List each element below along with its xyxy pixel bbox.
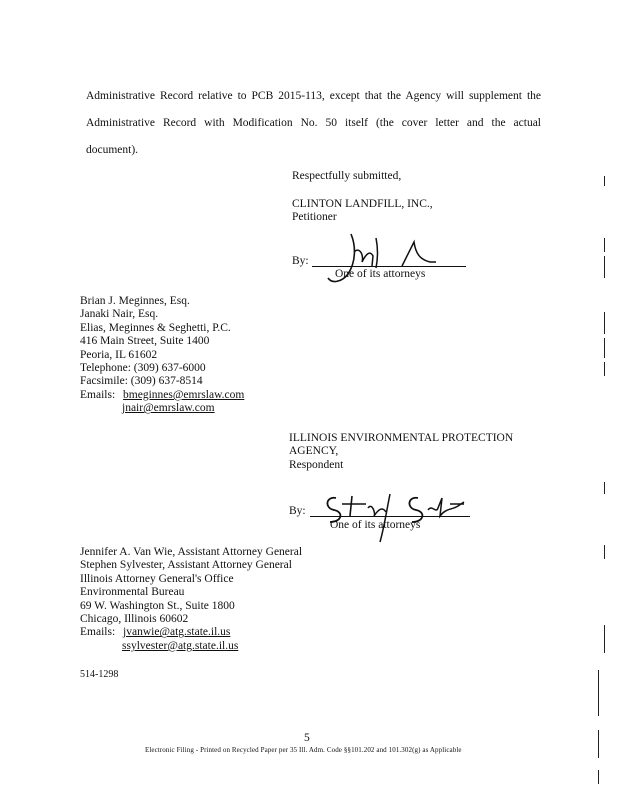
counsel-line: Elias, Meginnes & Seghetti, P.C.	[80, 321, 231, 334]
petitioner-counsel-block	[80, 295, 244, 416]
footer-text: Electronic Filing - Printed on Recycled Paper per 35 Ill. Adm. Code §§101.202 and 101.302(g) as Applicable	[145, 746, 462, 754]
scan-margin-mark	[604, 238, 605, 252]
scan-margin-mark	[604, 312, 605, 334]
emails-label: Emails:	[80, 626, 116, 639]
scan-margin-mark	[598, 730, 599, 758]
respondent-name-line-2: AGENCY,	[289, 445, 339, 458]
email-link[interactable]: jvanwie@atg.state.il.us	[123, 626, 231, 639]
counsel-line: Environmental Bureau	[80, 586, 185, 599]
scan-margin-mark	[604, 362, 605, 376]
email-link[interactable]: bmeginnes@emrslaw.com	[123, 388, 245, 401]
scan-margin-mark	[604, 545, 605, 559]
counsel-line: Illinois Attorney General's Office	[80, 572, 234, 585]
body-line-1: Administrative Record relative to PCB 2015-113, except that the Agency will supplement the	[86, 90, 541, 102]
respondent-signature	[314, 484, 484, 546]
petitioner-by-label: By:	[292, 255, 309, 267]
body-line-3: document).	[86, 144, 139, 156]
respondent-signer-title: One of its attorneys	[330, 519, 421, 531]
counsel-line: Telephone: (309) 637-6000	[80, 362, 206, 375]
email-link[interactable]: ssylvester@atg.state.il.us	[122, 639, 239, 652]
counsel-line: Peoria, IL 61602	[80, 348, 158, 361]
body-line-2: Administrative Record with Modification No. 50 itself (the cover letter and the actual	[86, 117, 541, 129]
scan-margin-mark	[604, 625, 605, 653]
counsel-line: 69 W. Washington St., Suite 1800	[80, 599, 235, 612]
scan-margin-mark	[604, 256, 605, 278]
counsel-line: Jennifer A. Van Wie, Assistant Attorney General	[80, 546, 303, 558]
counsel-line: Brian J. Meginnes, Esq.	[80, 295, 190, 307]
respondent-role: Respondent	[289, 458, 344, 471]
page-number: 5	[304, 732, 310, 744]
petitioner-name: CLINTON LANDFILL, INC.,	[292, 198, 433, 210]
petitioner-block	[292, 198, 433, 225]
scan-margin-mark	[598, 770, 599, 784]
file-number: 514-1298	[80, 669, 119, 680]
petitioner-signer-title: One of its attorneys	[335, 268, 426, 280]
scan-margin-mark	[604, 338, 605, 358]
respondent-block	[289, 432, 513, 472]
scan-margin-mark	[598, 670, 599, 716]
closing-text: Respectfully submitted,	[292, 170, 402, 182]
email-link[interactable]: jnair@emrslaw.com	[122, 402, 215, 415]
scan-margin-mark	[604, 176, 605, 186]
emails-label: Emails:	[80, 388, 116, 401]
scan-margin-mark	[604, 482, 605, 494]
counsel-line: Chicago, Illinois 60602	[80, 613, 189, 626]
counsel-line: Janaki Nair, Esq.	[80, 308, 159, 321]
respondent-by-label: By:	[289, 505, 306, 517]
respondent-counsel-block	[80, 546, 302, 653]
petitioner-role: Petitioner	[292, 211, 337, 224]
counsel-line: Facsimile: (309) 637-8514	[80, 375, 203, 388]
counsel-line: 416 Main Street, Suite 1400	[80, 335, 210, 348]
respondent-name-line-1: ILLINOIS ENVIRONMENTAL PROTECTION	[289, 432, 514, 444]
counsel-line: Stephen Sylvester, Assistant Attorney General	[80, 559, 292, 572]
